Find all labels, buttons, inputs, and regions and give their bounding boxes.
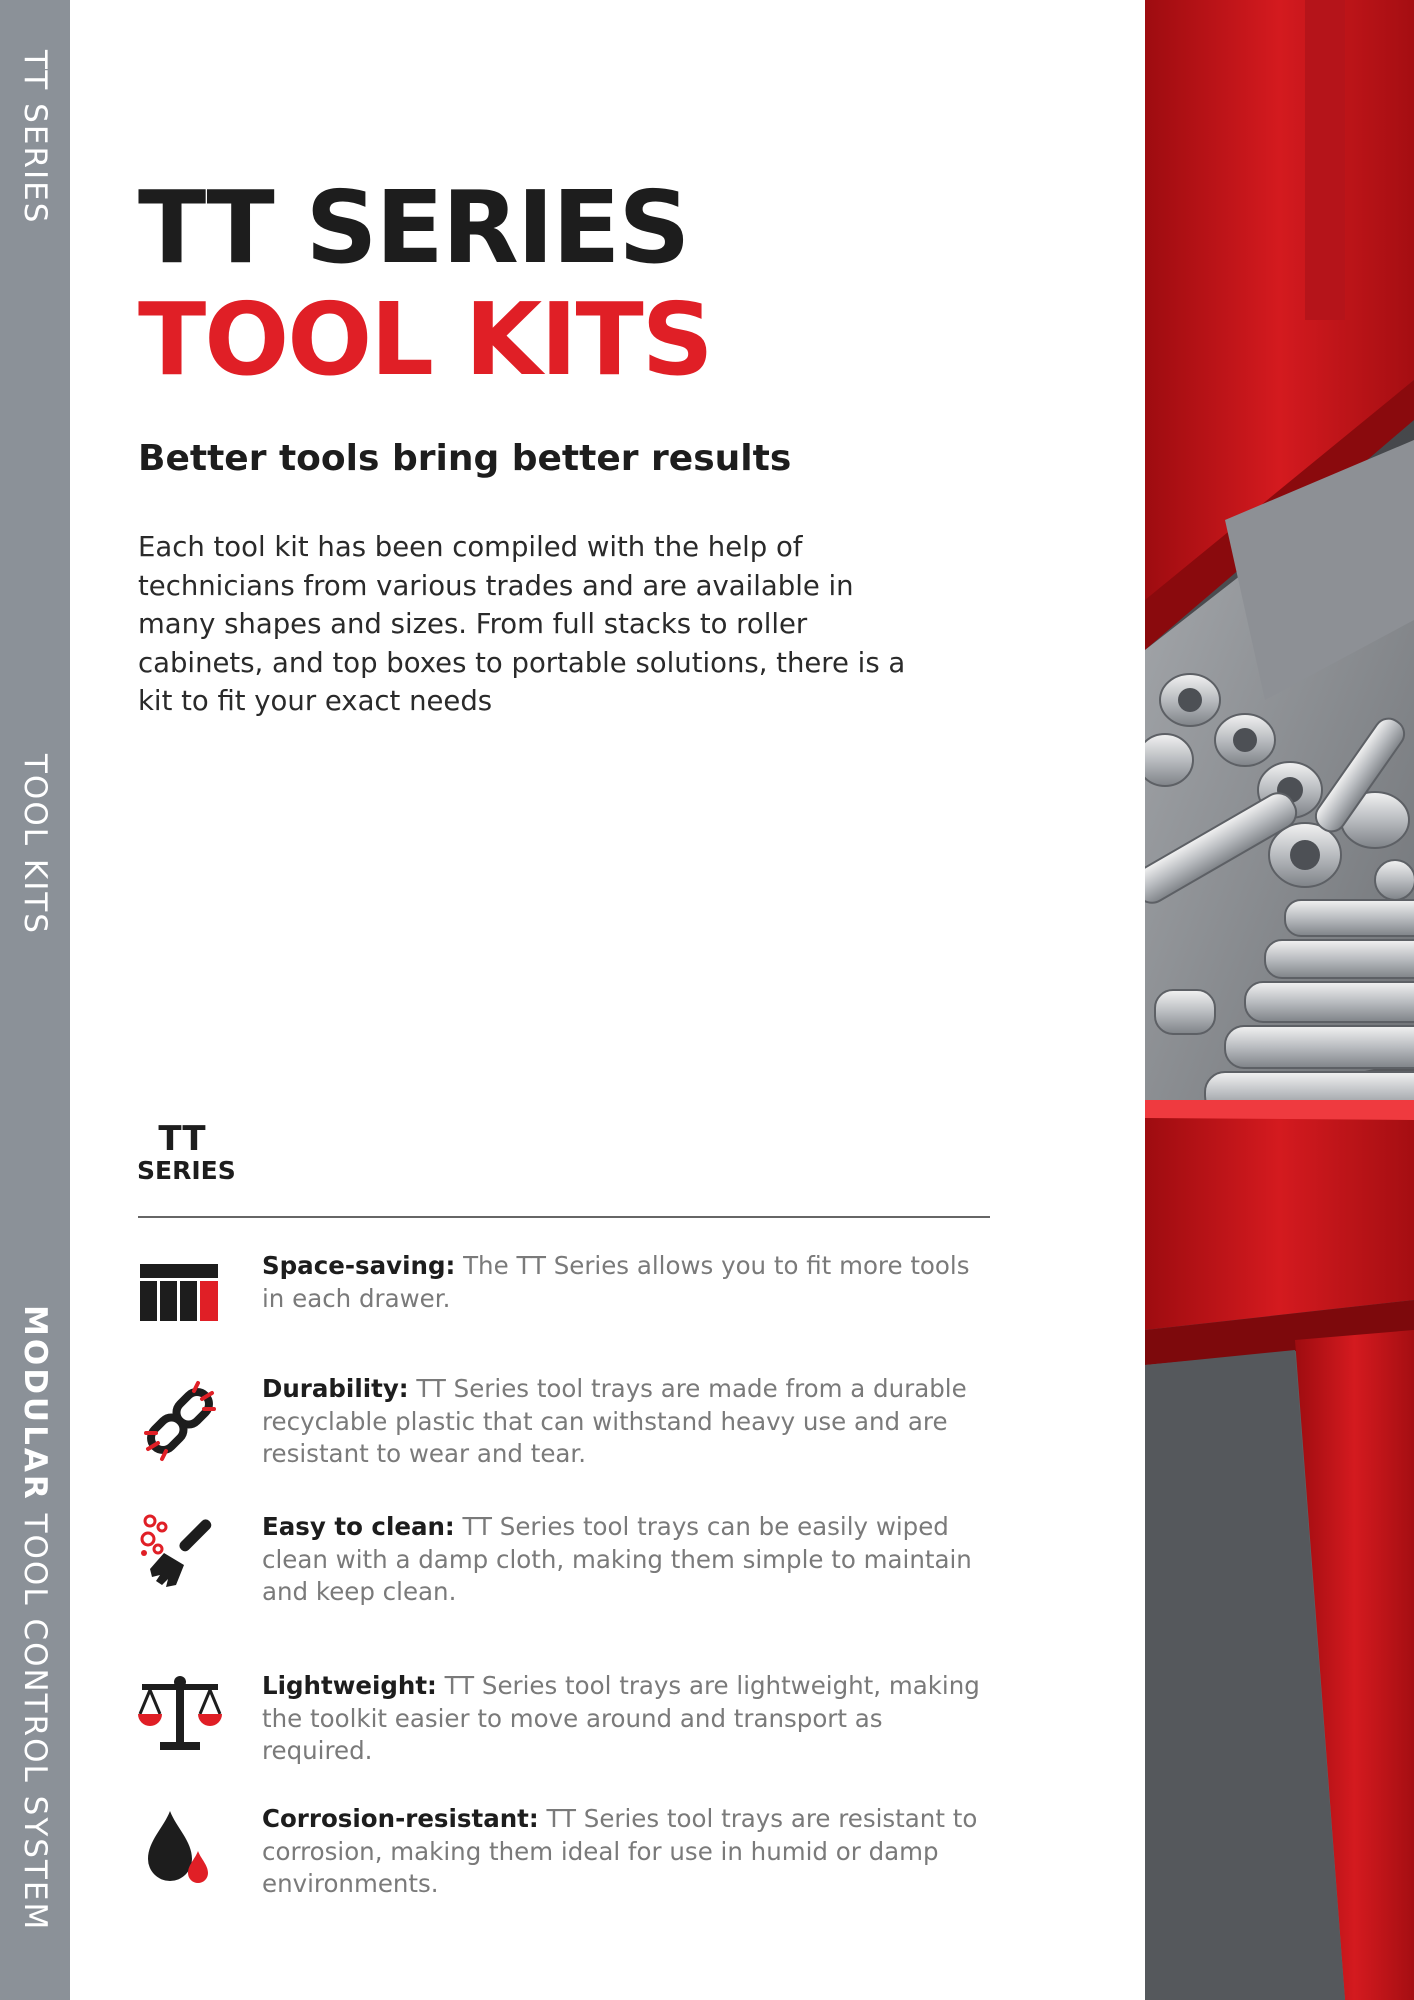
feature-name: Easy to clean:	[262, 1512, 455, 1541]
feature-name: Durability:	[262, 1374, 409, 1403]
tool-drawer-photo	[1145, 0, 1414, 2000]
feature-description: TT Series tool trays are made from a durable recyclable plastic that can withstand heavy use and are resistant to wear and tear.	[262, 1374, 967, 1468]
side-label-series: TT SERIES	[17, 50, 53, 225]
side-label-system	[17, 1305, 53, 1931]
section-divider	[138, 1216, 990, 1218]
feature-description: TT Series tool trays can be easily wiped clean with a damp cloth, making them simple to maintain and keep clean.	[262, 1512, 972, 1606]
logo-line-2: SERIES	[137, 1156, 236, 1185]
main-column	[70, 0, 1145, 2000]
side-label-tool-kits: TOOL KITS	[17, 754, 53, 935]
brush-icon	[138, 1509, 222, 1593]
drawers-icon	[138, 1254, 222, 1338]
feature-name: Corrosion-resistant:	[262, 1804, 539, 1833]
side-label-system-bold: MODULAR	[17, 1305, 53, 1502]
chain-link-icon	[138, 1379, 222, 1463]
feature-description: TT Series tool trays are lightweight, making the toolkit easier to move around and transport as required.	[262, 1671, 980, 1765]
intro-paragraph: Each tool kit has been compiled with the help of technicians from various trades and are available in many shapes and sizes. From full stacks to roller cabinets, and top boxes to portable solutions, there is a kit to fit your exact needs	[138, 531, 906, 717]
feature-name: Space-saving:	[262, 1251, 456, 1280]
feature-text	[262, 1373, 982, 1471]
feature-text	[262, 1670, 982, 1768]
side-label-system-rest: TOOL CONTROL SYSTEM	[17, 1501, 53, 1932]
page-title-line-1: TT SERIES	[138, 169, 689, 286]
page-title-line-2: TOOL KITS	[138, 281, 712, 398]
feature-name: Lightweight:	[262, 1671, 437, 1700]
feature-description: The TT Series allows you to fit more tools in each drawer.	[262, 1251, 970, 1313]
feature-text	[262, 1511, 982, 1609]
tt-series-logo	[137, 1119, 236, 1185]
feature-text	[262, 1803, 982, 1901]
side-bar	[0, 0, 70, 2000]
page-subtitle: Better tools bring better results	[138, 438, 792, 479]
feature-description: TT Series tool trays are resistant to corrosion, making them ideal for use in humid or damp environments.	[262, 1804, 978, 1898]
water-drops-icon	[138, 1807, 222, 1891]
logo-line-1: TT	[158, 1119, 206, 1159]
balance-scale-icon	[138, 1670, 222, 1754]
feature-text	[262, 1250, 982, 1315]
